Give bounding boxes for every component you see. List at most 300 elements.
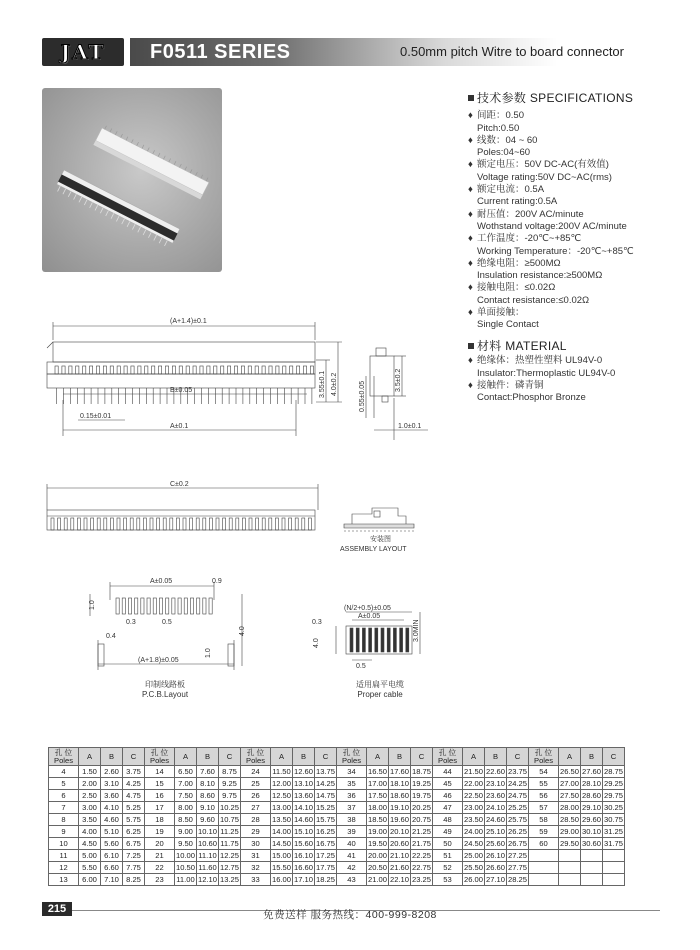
dimension-cell: 3.10: [101, 778, 123, 790]
dimension-cell: 29.25: [603, 779, 623, 788]
dimension-cell: 16.25: [315, 827, 335, 836]
diamond-bullet-icon: ♦: [468, 110, 473, 122]
spec-cn: 间距：0.50: [477, 110, 524, 122]
material-heading-text: 材料 MATERIAL: [477, 339, 567, 353]
poles-cell: 29: [241, 826, 271, 838]
dimension-cell: [559, 874, 581, 886]
diamond-bullet-icon: ♦: [468, 257, 473, 269]
poles-cell: 23: [145, 874, 175, 886]
spec-cn: 额定电压：50V DC-AC(有效值): [477, 159, 609, 171]
column-header-b: B: [101, 748, 123, 766]
dimension-cell: 13.60: [293, 791, 313, 800]
poles-cell: 11: [49, 850, 79, 862]
contact-slot: [276, 366, 279, 374]
contact-slot: [262, 518, 265, 530]
dimension-cell: 13.25: [219, 875, 239, 884]
dim-label: 0.3: [126, 619, 136, 626]
dimension-cell: 16.10: [293, 851, 313, 860]
dimension-cell: 31.75: [603, 839, 623, 848]
contact-slot: [256, 518, 259, 530]
dimension-cell: 19.25: [411, 779, 431, 788]
contact-slot: [269, 366, 272, 374]
cable-conductor: [375, 628, 378, 652]
dimension-cell: 27.10: [485, 875, 505, 884]
poles-header-en: Poles: [54, 755, 73, 765]
contact-slot: [196, 518, 199, 530]
contact-slot: [117, 518, 120, 530]
dim-label: 4.0: [313, 638, 320, 648]
poles-cell: 38: [337, 814, 367, 826]
dimension-cell: 29.50: [559, 839, 579, 848]
dimension-cell: 18.10: [389, 779, 409, 788]
table-row: [49, 814, 625, 826]
contact-slot: [76, 366, 79, 374]
dimension-cell: [603, 874, 625, 886]
poles-header-cn: 孔 位: [54, 747, 73, 757]
poles-cell: 24: [241, 766, 271, 778]
poles-cell: 47: [433, 802, 463, 814]
poles-cell: 36: [337, 790, 367, 802]
pcb-pad: [184, 598, 187, 614]
material-en: Contact:Phosphor Bronze: [477, 392, 586, 404]
column-header-a: A: [79, 748, 101, 766]
dim-label: 0.3: [312, 619, 322, 626]
column-header-c: C: [219, 748, 241, 766]
poles-cell: 26: [241, 790, 271, 802]
pcb-caption-en: P.C.B.Layout: [141, 690, 189, 699]
poles-cell: 5: [49, 778, 79, 790]
contact-slot: [209, 518, 212, 530]
contact-slot: [131, 366, 134, 374]
cable-conductor: [387, 628, 390, 652]
dimension-cell: 26.60: [485, 863, 505, 872]
dimension-cell: 6.10: [101, 850, 123, 862]
contact-slot: [283, 366, 286, 374]
poles-cell: 44: [433, 766, 463, 778]
spec-en: Contact resistance:≤0.02Ω: [477, 294, 590, 306]
dimension-cell: [559, 862, 581, 874]
jat-logo-text: JAT: [60, 40, 106, 64]
contact-slot: [216, 518, 219, 530]
dim-label: (A+1.4)±0.1: [170, 318, 207, 325]
contact-slot: [310, 366, 313, 374]
dimension-cell: 19.00: [367, 827, 387, 836]
dimension-cell: 14.10: [293, 803, 313, 812]
dimension-cell: 13.10: [293, 779, 313, 788]
contact-slot: [236, 518, 239, 530]
poles-cell: 41: [337, 850, 367, 862]
material-en: Insulator:Thermoplastic UL94V-0: [477, 367, 616, 379]
dimension-cell: 22.50: [463, 791, 483, 800]
contact-slot: [295, 518, 298, 530]
contact-slot: [51, 518, 54, 530]
contact-slot: [302, 518, 305, 530]
dimension-cell: 24.60: [485, 815, 505, 824]
dimension-cell: 10.00: [175, 851, 195, 860]
contact-slot: [138, 366, 141, 374]
table-row: [49, 790, 625, 802]
pcb-pad: [178, 598, 181, 614]
dimension-cell: 10.25: [219, 803, 239, 812]
poles-cell: 51: [433, 850, 463, 862]
front-view-contacts: [55, 366, 314, 404]
dimension-cell: 11.00: [176, 875, 195, 884]
dimension-cell: 8.00: [175, 802, 197, 814]
dimension-cell: 2.00: [79, 778, 101, 790]
poles-cell: 7: [49, 802, 79, 814]
diamond-bullet-icon: ♦: [468, 282, 473, 294]
dimension-cell: 2.60: [101, 766, 123, 778]
spec-cn: 单面接触：: [477, 307, 525, 319]
dimension-cell: 11.75: [220, 839, 239, 848]
dimension-cell: 6.00: [79, 874, 101, 886]
poles-header-en: Poles: [150, 755, 169, 765]
poles-cell: 57: [529, 802, 559, 814]
contact-slot: [110, 518, 113, 530]
dimension-cell: 13.00: [271, 803, 291, 812]
dimension-cell: 17.75: [315, 863, 335, 872]
assembly-caption-cn: 安装图: [370, 536, 391, 543]
diamond-bullet-icon: ♦: [468, 379, 473, 391]
dimension-cell: 20.60: [389, 839, 409, 848]
dimension-cell: 1.50: [79, 766, 101, 778]
pcb-layout-caption: [120, 680, 210, 700]
dimension-cell: [603, 862, 625, 874]
dimension-cell: 8.10: [197, 778, 219, 790]
dimension-cell: 15.00: [271, 851, 291, 860]
dimension-cell: 26.25: [507, 827, 527, 836]
dimension-cell: 21.00: [367, 875, 387, 884]
dimension-cell: 30.25: [603, 803, 623, 812]
contact-slot: [165, 366, 168, 374]
poles-cell: 56: [529, 790, 559, 802]
dimension-cell: 6.25: [123, 826, 145, 838]
dim-label: C±0.2: [170, 481, 189, 488]
dimension-cell: 5.00: [79, 850, 101, 862]
table-row: [49, 766, 625, 778]
dimension-cell: 8.50: [175, 814, 197, 826]
poles-cell: [529, 874, 559, 886]
dimension-cell: 29.10: [581, 803, 601, 812]
poles-cell: 45: [433, 778, 463, 790]
cable-conductors: [350, 628, 409, 652]
dimension-cell: 8.75: [219, 766, 241, 778]
dimension-cell: 11.10: [198, 851, 217, 860]
cable-conductor: [356, 628, 359, 652]
dimension-cell: 22.10: [389, 875, 409, 884]
spec-en: Insulation resistance:≥500MΩ: [477, 270, 603, 282]
poles-header: [529, 748, 559, 766]
dimension-cell: 16.00: [271, 875, 291, 884]
poles-cell: 14: [145, 766, 175, 778]
dimension-cell: 6.75: [123, 838, 145, 850]
dimension-cell: 21.60: [389, 863, 409, 872]
dimension-cell: 9.75: [219, 790, 241, 802]
diamond-bullet-icon: ♦: [468, 307, 473, 319]
spec-en: Working Temperature：-20℃~+85℃: [477, 245, 634, 257]
dim-label: 1.0±0.1: [398, 423, 422, 430]
diamond-bullet-icon: ♦: [468, 134, 473, 146]
pcb-pad: [141, 598, 144, 614]
column-header-a: A: [271, 748, 293, 766]
diamond-bullet-icon: ♦: [468, 208, 473, 220]
poles-cell: 60: [529, 838, 559, 850]
table-row: [49, 850, 625, 862]
poles-cell: 40: [337, 838, 367, 850]
dimension-cell: [603, 850, 625, 862]
poles-cell: 59: [529, 826, 559, 838]
dimension-cell: 10.50: [175, 863, 195, 872]
poles-cell: 33: [241, 874, 271, 886]
cable-conductor: [381, 628, 384, 652]
dimension-cell: 15.10: [293, 827, 313, 836]
dimension-cell: 6.60: [101, 862, 123, 874]
dim-label: 0.15±0.01: [80, 413, 112, 420]
column-header-a: A: [463, 748, 485, 766]
contact-slot: [303, 366, 306, 374]
spec-cn: 额定电流：0.5A: [477, 184, 545, 196]
dimension-cell: 8.25: [123, 874, 145, 886]
contact-slot: [91, 518, 94, 530]
dimension-cell: 4.50: [79, 838, 101, 850]
dimension-cell: 14.00: [271, 827, 291, 836]
contact-slot: [269, 518, 272, 530]
dimension-cell: 23.50: [463, 815, 483, 824]
spec-cn: 工作温度：-20℃~+85℃: [477, 233, 582, 245]
poles-cell: 19: [145, 826, 175, 838]
dimension-cell: 23.75: [507, 767, 527, 776]
poles-cell: 27: [241, 802, 271, 814]
contact-slot: [55, 366, 58, 374]
dimension-cell: 9.50: [175, 838, 197, 850]
dimension-cell: 30.75: [603, 815, 623, 824]
dimension-cell: 7.75: [123, 862, 145, 874]
dim-label: 0.5: [162, 619, 172, 626]
dimension-cell: 25.00: [463, 851, 483, 860]
dimension-cell: [581, 874, 603, 886]
poles-header: [145, 748, 175, 766]
dimension-cell: 22.25: [411, 851, 431, 860]
dimension-cell: 24.00: [463, 827, 483, 836]
poles-cell: 21: [145, 850, 175, 862]
contact-slot: [214, 366, 217, 374]
dimension-cell: 13.50: [271, 815, 291, 824]
dimension-cell: 11.50: [272, 767, 291, 776]
poles-cell: 49: [433, 826, 463, 838]
poles-header: [337, 748, 367, 766]
poles-cell: 58: [529, 814, 559, 826]
contact-slot: [275, 518, 278, 530]
poles-cell: 6: [49, 790, 79, 802]
dimension-cell: 28.60: [581, 791, 601, 800]
dimension-cell: 19.75: [411, 791, 431, 800]
poles-cell: 37: [337, 802, 367, 814]
dimension-cell: 14.60: [293, 815, 313, 824]
poles-cell: 28: [241, 814, 271, 826]
column-header-c: C: [507, 748, 529, 766]
column-header-b: B: [389, 748, 411, 766]
poles-cell: 30: [241, 838, 271, 850]
poles-cell: 34: [337, 766, 367, 778]
dimension-cell: 26.10: [485, 851, 505, 860]
poles-cell: 9: [49, 826, 79, 838]
dimension-cell: 4.25: [123, 778, 145, 790]
table-row: [49, 778, 625, 790]
pcb-pad: [166, 598, 169, 614]
contact-slot: [64, 518, 67, 530]
column-header-a: A: [367, 748, 389, 766]
dimension-cell: 14.75: [315, 791, 335, 800]
table-row: [49, 862, 625, 874]
dim-label: A±0.1: [170, 423, 189, 430]
dimension-cell: 14.50: [271, 839, 291, 848]
contact-slot: [110, 366, 113, 374]
poles-header-cn: 孔 位: [246, 747, 265, 757]
dimension-cell: 26.50: [559, 767, 579, 776]
dimension-cell: 17.00: [367, 779, 387, 788]
dimension-cell: [581, 850, 603, 862]
spec-en: Pitch:0.50: [477, 122, 520, 134]
contact-slot: [248, 366, 251, 374]
dimension-cell: 20.10: [389, 827, 409, 836]
column-header-c: C: [411, 748, 433, 766]
poles-header: [241, 748, 271, 766]
contact-slot: [157, 518, 160, 530]
poles-header-cn: 孔 位: [150, 747, 169, 757]
dimension-cell: 19.60: [389, 815, 409, 824]
contact-slot: [203, 518, 206, 530]
pcb-caption-cn: 印制线路板: [145, 680, 185, 689]
contact-slot: [124, 518, 127, 530]
dim-label: 3.55±0.1: [319, 370, 326, 398]
top-view-contacts: [51, 518, 311, 530]
column-header-a: A: [175, 748, 197, 766]
contact-slot: [241, 366, 244, 374]
series-subtitle: 0.50mm pitch Witre to board connector: [400, 44, 624, 59]
contact-slot: [229, 518, 232, 530]
poles-cell: [529, 862, 559, 874]
dimension-cell: 28.75: [603, 767, 623, 776]
dimension-cell: 6.50: [175, 766, 197, 778]
spec-cn: 线数：04 ~ 60: [477, 134, 538, 146]
dim-label: 1.0: [89, 600, 96, 610]
poles-header: [49, 748, 79, 766]
poles-cell: 13: [49, 874, 79, 886]
dimension-cell: 14.25: [315, 779, 335, 788]
poles-cell: 42: [337, 862, 367, 874]
poles-cell: 55: [529, 778, 559, 790]
cable-conductor: [369, 628, 372, 652]
dimension-cell: 24.10: [485, 803, 505, 812]
poles-cell: 54: [529, 766, 559, 778]
contact-slot: [172, 366, 175, 374]
column-header-c: C: [123, 748, 145, 766]
dimension-cell: 31.25: [603, 827, 623, 836]
contact-slot: [193, 366, 196, 374]
contact-slot: [83, 366, 86, 374]
assembly-caption-en: ASSEMBLY LAYOUT: [340, 546, 407, 553]
dimension-cell: 5.10: [101, 826, 123, 838]
diamond-bullet-icon: ♦: [468, 159, 473, 171]
dimension-cell: 7.50: [175, 790, 197, 802]
dimension-cell: 3.50: [79, 814, 101, 826]
dim-label: 4.0: [239, 626, 246, 636]
poles-cell: 31: [241, 850, 271, 862]
dim-label: 0.4: [106, 633, 116, 640]
dimension-cell: 10.75: [219, 815, 239, 824]
dimension-cell: 20.50: [367, 863, 387, 872]
dimension-cell: 17.60: [389, 767, 409, 776]
dim-label: (A+1.8)±0.05: [138, 657, 179, 664]
dimension-cell: 25.10: [485, 827, 505, 836]
dimension-cell: 2.50: [79, 790, 101, 802]
dimension-cell: 5.75: [123, 814, 145, 826]
pcb-pad: [190, 598, 193, 614]
dimension-cell: [581, 862, 603, 874]
poles-cell: 50: [433, 838, 463, 850]
poles-cell: 43: [337, 874, 367, 886]
contact-slot: [262, 366, 265, 374]
poles-cell: [529, 850, 559, 862]
pcb-pad: [122, 598, 125, 614]
contact-slot: [159, 366, 162, 374]
dimension-cell: 25.60: [485, 839, 505, 848]
dimension-cell: 27.75: [507, 863, 527, 872]
contact-slot: [290, 366, 293, 374]
poles-cell: 35: [337, 778, 367, 790]
contact-slot: [90, 366, 93, 374]
contact-slot: [282, 518, 285, 530]
contact-slot: [150, 518, 153, 530]
dimension-cell: 7.10: [101, 874, 123, 886]
dimension-cell: 28.50: [559, 815, 579, 824]
dimension-cell: 9.25: [219, 778, 241, 790]
spec-cn: 接触电阻：≤0.02Ω: [477, 282, 556, 294]
dimension-cell: 18.75: [411, 767, 431, 776]
page-number: 215: [42, 902, 72, 916]
poles-cell: 46: [433, 790, 463, 802]
cable-caption: [330, 680, 430, 700]
dimension-cell: 24.50: [463, 839, 483, 848]
poles-cell: 22: [145, 862, 175, 874]
poles-cell: 25: [241, 778, 271, 790]
dim-label: 0.9: [212, 578, 222, 585]
dimension-cell: 15.50: [271, 863, 291, 872]
contact-slot: [190, 518, 193, 530]
column-header-c: C: [603, 748, 625, 766]
dimension-cell: 5.60: [101, 838, 123, 850]
poles-header-en: Poles: [342, 755, 361, 765]
dimension-cell: 15.75: [315, 815, 335, 824]
table-row: [49, 826, 625, 838]
dim-label: A±0.05: [150, 578, 173, 585]
dimension-cell: 19.50: [367, 839, 387, 848]
dimension-cell: 23.10: [485, 779, 505, 788]
contact-slot: [308, 518, 311, 530]
dimension-cell: 4.00: [79, 826, 101, 838]
column-header-b: B: [197, 748, 219, 766]
dimension-cell: 24.25: [507, 779, 527, 788]
dimension-cell: 27.25: [507, 851, 527, 860]
dimension-cell: 23.00: [463, 803, 483, 812]
cable-caption-cn: 适用扁平电缆: [356, 680, 404, 689]
contact-slot: [97, 518, 100, 530]
table-row: [49, 802, 625, 814]
dimension-cell: 8.60: [197, 790, 219, 802]
contact-slot: [207, 366, 210, 374]
poles-header-en: Poles: [438, 755, 457, 765]
dimension-cell: 5.25: [123, 802, 145, 814]
